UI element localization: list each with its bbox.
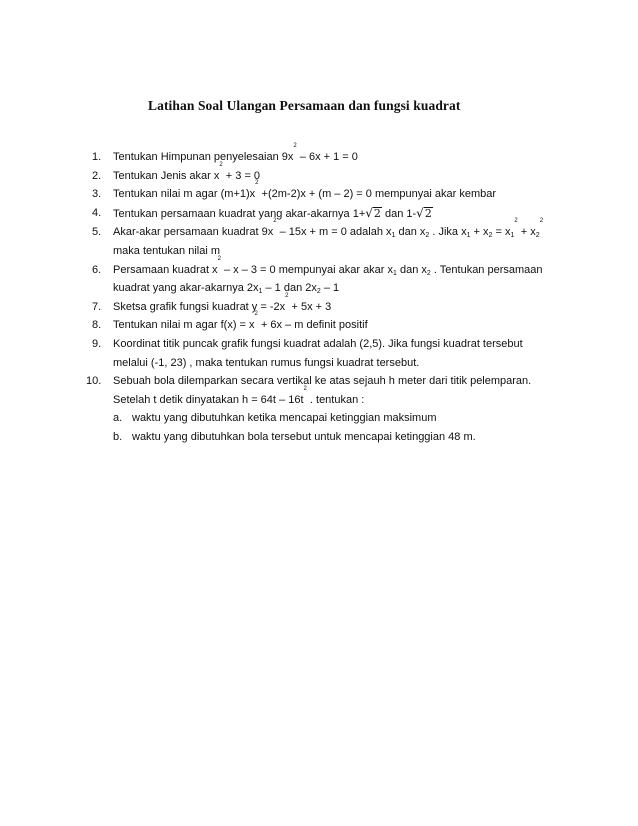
question-text: Persamaan kuadrat $x^2 - x - 3 = 0$ mempunyai akar akar $x_1$ dan $x_2$ . Tentukan persamaan kuadrat yang akar-akarnya $2x_1 - 1$ dan $2x_2 - 1$ [113, 255, 543, 296]
question-number: 8. [92, 319, 102, 332]
question-text: Sketsa grafik fungsi kuadrat $y = -2x^2 + 5x + 3$ [113, 292, 332, 313]
question-text: Tentukan nilai m agar $(m+1)x^2 +(2m-2)x + (m - 2) = 0$ mempunyai akar kembar [113, 180, 496, 201]
question-text: Akar-akar persamaan kuadrat $9x^2 - 15x + m = 0$ adalah $x_1$ dan $x_2$ . Jika $x_1 + x_2 = x_1^2 + x_2^2$ maka tentukan nilai m [113, 218, 544, 257]
square-root-symbol: √ [416, 205, 424, 220]
sub-question-text: waktu yang dibutuhkan ketika mencapai ketinggian maksimum [132, 412, 437, 425]
question-number: 9. [92, 337, 102, 350]
question-item-10 [86, 372, 572, 446]
question-item-4 [92, 204, 572, 224]
sub-question-letter: b. [113, 430, 123, 443]
question-number: 6. [92, 263, 102, 276]
sub-question-b [113, 428, 572, 447]
radicand: 2 [373, 206, 381, 220]
sub-question-a [113, 409, 572, 428]
question-number: 4. [92, 206, 102, 219]
question-item-5 [92, 218, 572, 260]
question-number: 7. [92, 300, 102, 313]
question-item-7 [92, 292, 572, 317]
question-text: Koordinat titik puncak grafik fungsi kuadrat adalah (2,5). Jika fungsi kuadrat tersebut melalui (-1, 23) , maka tentukan rumus fungsi kuadrat tersebut. [113, 337, 523, 369]
radicand: 2 [424, 206, 432, 220]
page-title: Latihan Soal Ulangan Persamaan dan fungsi kuadrat [148, 98, 461, 113]
sub-question-text: waktu yang dibutuhkan bola tersebut untuk mencapai ketinggian 48 m. [132, 430, 476, 443]
question-text: Tentukan Jenis akar $x^2 + 3 = 0$ [113, 161, 261, 182]
question-item-6 [92, 255, 572, 298]
question-item-2 [92, 161, 572, 186]
question-text: Tentukan nilai m agar $f(x) = x^2 + 6x - m$ definit positif [113, 311, 368, 332]
question-number: 1. [92, 151, 102, 163]
question-number: 10. [86, 375, 102, 388]
question-text: Tentukan persamaan kuadrat yang akar-akarnya 1+√2 dan 1-√2 [113, 204, 572, 224]
question-item-8 [92, 311, 572, 335]
question-number: 3. [92, 188, 102, 201]
question-item-9 [92, 335, 572, 372]
sub-question-letter: a. [113, 412, 123, 425]
square-root-symbol: √ [365, 205, 373, 220]
question-text: Tentukan Himpunan penyelesaian $9x^2 - 6x + 1 = 0$ [113, 143, 358, 163]
question-text: Sebuah bola dilemparkan secara vertikal ke atas sejauh h meter dari titik pelemparan. Setelah t detik dinyatakan $h = 64t - 16t^2$ . tentukan : a. waktu yang dibutuhkan ketika mencapai ketinggian maksimum b. waktu yang dibutuhkan bola tersebut untuk mencapai ketinggian 48 m. [113, 372, 572, 446]
question-item-1 [92, 143, 572, 167]
question-item-3 [92, 180, 572, 204]
question-list [86, 143, 572, 447]
question-number: 5. [92, 226, 102, 239]
question-number: 2. [92, 169, 102, 182]
